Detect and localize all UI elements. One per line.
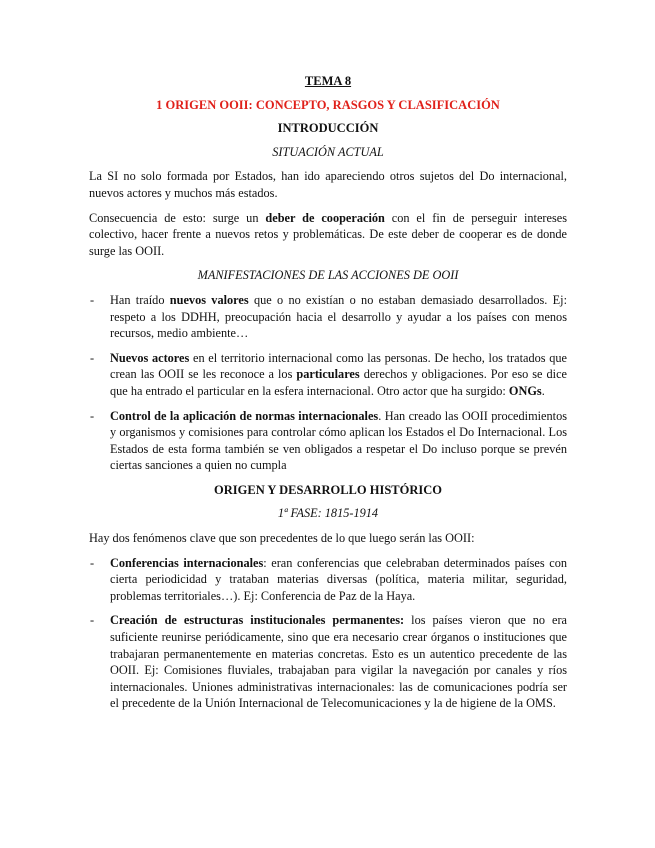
situacion-actual-heading: SITUACIÓN ACTUAL [272, 144, 384, 159]
bold-term: nuevos valores [169, 292, 249, 307]
text-run: Han traído [110, 292, 170, 307]
list-item [89, 350, 567, 400]
bold-term: deber de cooperación [265, 210, 385, 225]
text-run: Consecuencia de esto: surge un [89, 210, 266, 225]
text-run: derechos y obligaciones. Por eso se dice que ha entrado el particular en la esfera internacional. Otro actor que ha surgido: [110, 367, 568, 398]
bold-term: Nuevos actores [110, 350, 190, 365]
document-title: 1 ORIGEN OOII: CONCEPTO, RASGOS Y CLASIFICACIÓN [156, 97, 500, 112]
list-item [89, 612, 567, 712]
fase-heading: 1ª FASE: 1815-1914 [277, 506, 379, 521]
text-run: los países vieron que no era suficiente reunirse periódicamente, sino que era necesario crear órganos o instituciones que trabajaran permanentemente en materias concretas. Esto es un autentico precedente de las OOII. Ej: Comisiones fluviales, trabajaban para vigilar la navegación por canales y ríos internacionales. Uniones administrativas internacionales: las de comunicaciones podría ser el precedente de la Unión Internacional de Telecomunicaciones y la de higiene de la OMS. [110, 613, 567, 711]
bold-term: Control de la aplicación de normas internacionales [110, 408, 379, 423]
origen-list [89, 555, 567, 712]
text-run: . [541, 383, 545, 398]
text-run: en el territorio internacional como las personas. De hecho, los tratados que crean las OOII se les reconoce a los [110, 350, 567, 382]
list-item [89, 292, 567, 342]
situacion-paragraph-1: La SI no solo formada por Estados, han ido apareciendo otros sujetos del Do internacional, nuevos actores y muchos más estados. [89, 169, 567, 200]
text-run: con el fin de perseguir intereses colectivo, hacer frente a nuevos retos y problemáticas. De este deber de cooperar es de donde surge las OOII. [89, 210, 567, 258]
manifestaciones-heading: MANIFESTACIONES DE LAS ACCIONES DE OOII [197, 268, 459, 283]
situacion-paragraph-2 [89, 210, 567, 260]
list-item [89, 408, 567, 474]
introduccion-heading: INTRODUCCIÓN [277, 121, 379, 136]
list-item [89, 555, 567, 605]
manifestaciones-list [89, 292, 567, 474]
text-run: . Han creado las OOII procedimientos y organismos y comisiones para controlar cómo aplican los Estados el Do Internacional. Los Estados de esta forma también se ven obligados a respetar el Do incluso porque se prevén ciertas sanciones a quien no cumpla [110, 408, 568, 473]
origen-heading: ORIGEN Y DESARROLLO HISTÓRICO [214, 482, 442, 497]
bold-term: particulares [296, 367, 360, 382]
tema-heading: TEMA 8 [304, 74, 352, 88]
origen-intro-paragraph: Hay dos fenómenos clave que son precedentes de lo que luego serán las OOII: [89, 531, 475, 546]
bold-term: Conferencias internacionales [110, 555, 264, 570]
bold-term: Creación de estructuras institucionales permanentes: [110, 613, 405, 628]
text-run: que o no existían o no estaban demasiado desarrollados. Ej: respeto a los DDHH, preocupación hacia el desarrollo y ayudar a los países con menos recursos, medio ambiente… [110, 292, 568, 341]
text-run: : eran conferencias que celebraban determinados países con cierta periodicidad y trataban materias diversas (política, materia militar, seguridad, problemas territoriales…). Ej: Conferencia de Paz de la Haya. [110, 555, 568, 603]
bold-term: ONGs [508, 383, 542, 398]
